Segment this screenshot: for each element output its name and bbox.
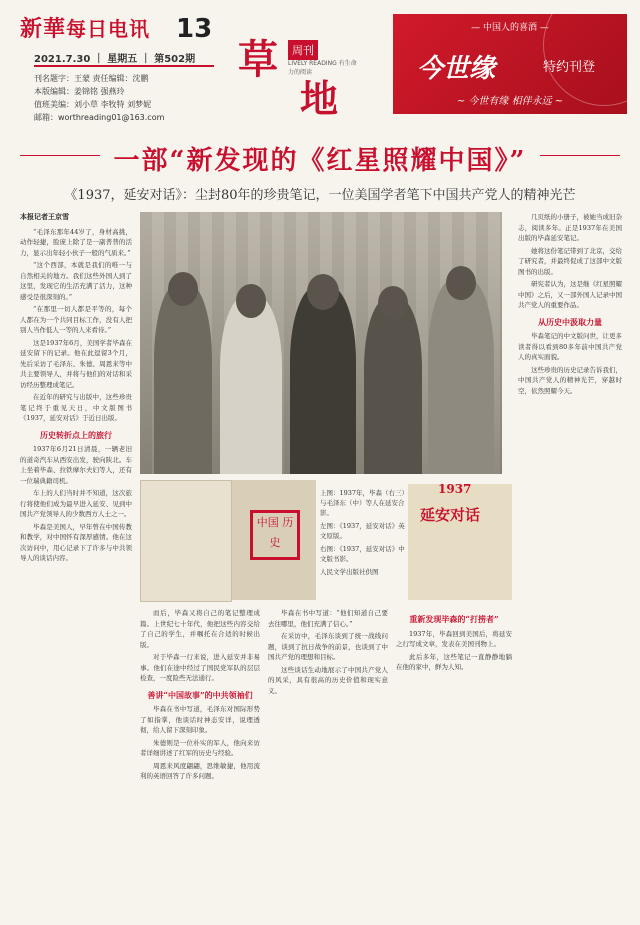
brand-name: 新華 [20,16,67,42]
article-column-4 [518,212,622,910]
paragraph: 1937年6月21日清晨，一辆老旧的道奇汽车从西安出发，驶向陕北。车上坐着毕森、拉铁摩尔夫妇等人，还有一位瑞典籍司机。 [20,445,132,485]
photo-head [378,286,408,320]
brand-subtitle: 每日电讯 [66,17,151,41]
paragraph: 毕森笔记的中文版问世，让更多读者得以看到80多年前中国共产党人的真实面貌。 [518,332,622,361]
paragraph: 在采访中，毛泽东谈到了统一战线问题，谈到了抗日战争的前景，也谈到了中国共产党的理想和目标。 [268,632,388,661]
section-tagline: LIVELY READING 有生命力的阅读 [288,60,357,76]
subheadline: 《1937，延安对话》：尘封80年的珍贵笔记，一位美国学者笔下中国共产党人的精神光芒 [64,188,576,203]
paragraph: 朱德则是一位朴实的军人，他向来访者详细讲述了红军的历史与经验。 [140,738,260,757]
caption-line: 上图：1937年，毕森（右三）与毛泽东（中）等人在延安合影。 [320,489,405,517]
headline: 一部“新发现的《红星照耀中国》” [113,146,527,176]
page-number: 13 [176,14,213,44]
sponsor-ad [393,14,627,114]
paragraph: 在近年的研究与出版中，这些珍贵笔记终于重见天日，中文版图书《1937，延安对话》于近日出版。 [20,393,132,422]
photo-head [307,274,339,310]
ad-slogan: ~ 今世有缘 相伴永远 ~ [456,96,564,107]
ad-title: 今世缘 [417,54,496,84]
article-column-3 [268,608,388,910]
caption-credit: 人民文学出版社供图 [320,568,379,576]
paragraph: “毛泽东那年44岁了，身材高挑，动作轻捷，脸庞上除了是一副普普的活力，显示出年轻小伙子一般的气质来。” [20,227,132,257]
article-column-3b [396,608,512,910]
photo-head [168,272,198,306]
paragraph: 毕森是美国人，早年曾在中国传教和教学，对中国怀有深厚感情。他在这次访问中，用心记录下了许多与中共领导人的谈话内容。 [20,522,132,562]
paragraph: 这些谈话生动地展示了中国共产党人的风采，具有很高的历史价值和现实意义。 [268,665,388,695]
section-subheading: 重新发现毕森的“打捞者” [409,614,499,624]
article-column-2 [140,608,260,910]
paragraph: 周恩来风度翩翩，思维敏捷，他用流利的英语回答了许多问题。 [140,761,260,780]
ad-top-line: — 中国人的喜酒 — [471,23,549,33]
book-cover-year: 1937 [438,482,472,496]
masthead [0,0,640,120]
photo-person [290,286,356,474]
paragraph: “在那里一切人都是平等的，每个人都在为一个共同目标工作，没有人把别人当作低人一等的人来看待。” [20,305,132,334]
paragraph: “这个西部，本就是我们的唯一与自然相关的地方。我们这些外国人到了这里，发现它的生活充满了活力，这种感受是很深刻的。” [20,261,132,301]
book-english-edition [140,480,232,602]
paragraph: 这些珍贵的历史记录告诉我们，中国共产党人的精神光芒，穿越时空，依然照耀今天。 [518,365,622,395]
paragraph: 1937年，毕森回到美国后，将延安之行写成文章，发表在美国刊物上。 [396,629,512,648]
paragraph: 这是1937年6月，美国学者毕森在延安留下的记录。他在此逗留3个月，先后采访了毛泽东、朱德、周恩来等中共主要领导人，并将与他们的对话和采访经历整理成笔记。 [20,338,132,389]
section-label: 周刊 [288,40,318,60]
staff-line: 刊名题字：王蒙 责任编辑：沈鹏 [34,74,149,83]
photo-captions [320,488,406,580]
section-logo [230,18,357,121]
paragraph: 此后多年，这些笔记一直静静地躺在他的家中，鲜为人知。 [396,652,512,671]
book-cover-title: 延安对话 [420,506,481,524]
book-chinese-edition [408,484,512,600]
paragraph: 毕森在书中写道，毛泽东对国际形势了如指掌，他谈话时神态安详，说理透彻，给人留下深刻印象。 [140,705,260,734]
photo-person [364,298,422,474]
section-subheading: 从历史中汲取力量 [538,316,602,327]
issue-line: 2021.7.30 ｜ 星期五 ｜ 第502期 [34,54,196,65]
caption-line: 右图：《1937，延安对话》中文版书影。 [320,545,405,563]
newspaper-brand [20,12,150,43]
paragraph: 研究者认为，这是继《红星照耀中国》之后，又一部外国人记录中国共产党人的重要作品。 [518,280,622,309]
red-seal: 中国 历史 [250,510,300,560]
paragraph: 车上的人们当时并不知道，这次旅行将使他们成为最早进入延安、见到中国共产党领导人的少数西方人士之一。 [20,489,132,518]
staff-list [34,72,164,124]
caption-line: 左图：《1937，延安对话》英文原版。 [320,522,405,540]
section-name-b: 地 [300,76,339,121]
paragraph: 她将这份笔记带到了北京，交给了研究者，并最终促成了这部中文版图书的出版。 [518,246,622,276]
staff-line: 值班美编：刘小草 李牧特 刘梦妮 [34,100,152,109]
paragraph: 毕森在书中写道：“他们知道自己要去往哪里，他们充满了信心。” [268,609,388,628]
staff-line: 本版编辑：姜锦铭 强燕玲 [34,87,125,96]
photo-person [220,296,282,474]
staff-line: 邮箱：worthreading01@163.com [34,113,165,122]
paragraph: 几页纸的小册子，被她当成旧杂志，阅读多年。正是1937年在美国出版的毕森延安笔记。 [518,213,622,242]
photo-head [236,284,266,318]
paragraph: 对于毕森一行来说，进入延安并非易事。他们在途中经过了国民党军队的层层检查，一度险些无法通行。 [140,653,260,682]
masthead-rule [34,65,214,67]
ad-tag: 特约刊登 [543,60,596,75]
photo-person [154,284,212,474]
article-column-1 [20,212,132,910]
photo-head [446,266,476,300]
photo-person [428,278,494,474]
section-name-a: 草 [238,36,278,83]
paragraph: 而后，毕森又将自己的笔记整理成篇。上世纪七十年代，他把这些内容交给了自己的学生，并嘱托在合适的时候出版。 [140,609,260,649]
section-subheading: 历史转折点上的旅行 [40,429,112,440]
byline: 本报记者王京雪 [20,212,69,221]
section-subheading: 善讲“中国故事”的中共领袖们 [147,689,253,700]
historic-group-photo [140,212,502,474]
book-notes-image [232,480,316,600]
